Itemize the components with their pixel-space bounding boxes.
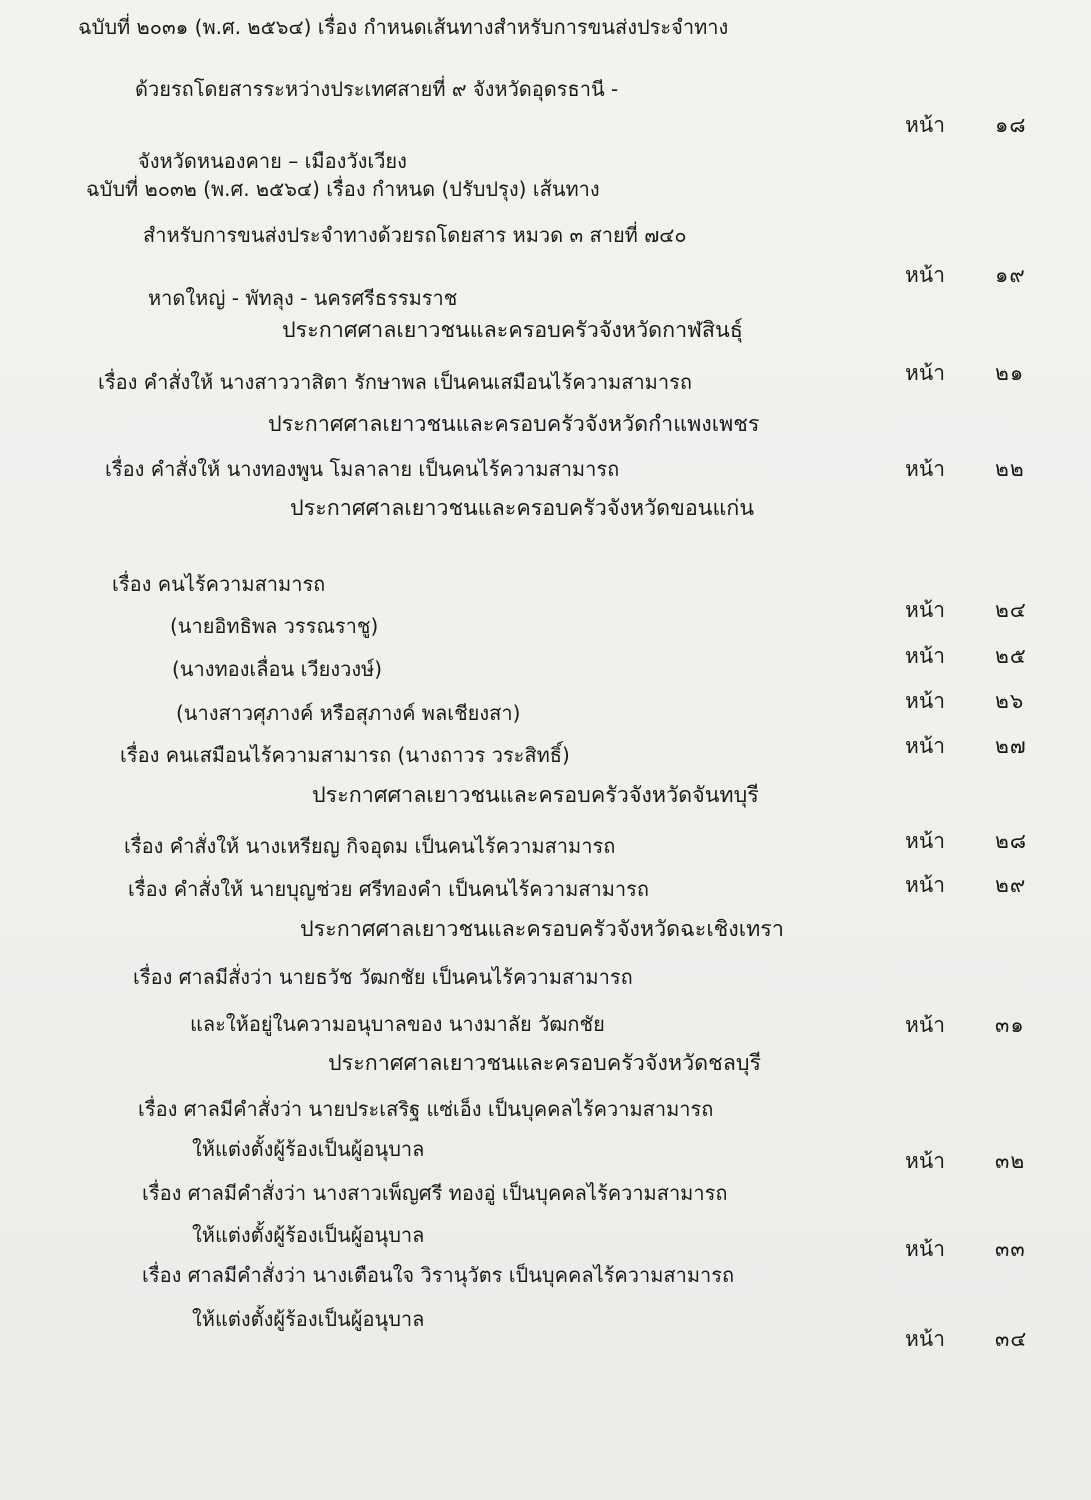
section-heading: ประกาศศาลเยาวชนและครอบครัวจังหวัดฉะเชิงเทรา (300, 917, 784, 942)
page-number: ๒๙ (995, 873, 1027, 897)
toc-entry: เรื่อง ศาลมีคำสั่งว่า นางเตือนใจ วิรานุวัตร เป็นบุคคลไร้ความสามารถ (142, 1263, 735, 1287)
page-number: ๑๙ (995, 263, 1026, 287)
page-number: ๒๖ (995, 689, 1025, 713)
toc-entry-continuation: (นางสาวศุภางค์ หรือสุภางค์ พลเชียงสา) (176, 701, 521, 725)
toc-entry-continuation: จังหวัดหนองคาย – เมืองวังเวียง (138, 149, 407, 173)
toc-entry: เรื่อง คำสั่งให้ นายบุญช่วย ศรีทองคำ เป็นคนไร้ความสามารถ (128, 877, 649, 901)
page-number: ๓๔ (995, 1327, 1028, 1351)
section-heading: ประกาศศาลเยาวชนและครอบครัวจังหวัดจันทบุรี (312, 783, 759, 808)
page-label: หน้า (905, 1149, 945, 1173)
toc-entry-continuation: และให้อยู่ในความอนุบาลของ นางมาลัย วัฒกชัย (190, 1012, 605, 1036)
page-number: ๒๕ (995, 644, 1027, 668)
toc-entry: ฉบับที่ ๒๐๓๑ (พ.ศ. ๒๕๖๔) เรื่อง กำหนดเส้นทางสำหรับการขนส่งประจำทาง (78, 15, 729, 39)
toc-entry: เรื่อง คำสั่งให้ นางสาววาสิตา รักษาพล เป็นคนเสมือนไร้ความสามารถ (98, 370, 692, 394)
section-heading: ประกาศศาลเยาวชนและครอบครัวจังหวัดขอนแก่น (290, 496, 755, 521)
page-label: หน้า (905, 644, 945, 668)
page-number: ๒๒ (995, 457, 1025, 481)
toc-entry-continuation: ด้วยรถโดยสารระหว่างประเทศสายที่ ๙ จังหวัดอุดรธานี - (135, 77, 619, 101)
page-number: ๒๘ (995, 829, 1028, 853)
toc-entry-continuation: สำหรับการขนส่งประจำทางด้วยรถโดยสาร หมวด ๓ สายที่ ๗๔๐ (143, 223, 687, 247)
toc-entry: เรื่อง คำสั่งให้ นางทองพูน โมลาลาย เป็นคนไร้ความสามารถ (105, 457, 620, 481)
page-label: หน้า (905, 873, 945, 897)
page-number: ๒๔ (995, 598, 1027, 622)
page-label: หน้า (905, 598, 945, 622)
page-number: ๑๘ (995, 113, 1027, 137)
page-label: หน้า (905, 1237, 945, 1261)
page-number: ๓๑ (995, 1013, 1025, 1037)
toc-entry-continuation: ให้แต่งตั้งผู้ร้องเป็นผู้อนุบาล (192, 1307, 425, 1331)
toc-entry-continuation: (นางทองเลื่อน เวียงวงษ์) (172, 657, 383, 681)
section-heading: ประกาศศาลเยาวชนและครอบครัวจังหวัดชลบุรี (328, 1051, 762, 1076)
page-label: หน้า (905, 1327, 945, 1351)
page-label: หน้า (905, 361, 945, 385)
toc-entry-continuation: (นายอิทธิพล วรรณราชู) (170, 614, 379, 638)
toc-entry: ฉบับที่ ๒๐๓๒ (พ.ศ. ๒๕๖๔) เรื่อง กำหนด (ปรับปรุง) เส้นทาง (86, 177, 600, 201)
toc-entry-continuation: ให้แต่งตั้งผู้ร้องเป็นผู้อนุบาล (192, 1137, 425, 1161)
page-label: หน้า (905, 734, 945, 758)
page-label: หน้า (905, 263, 945, 287)
toc-entry-continuation: หาดใหญ่ - พัทลุง - นครศรีธรรมราช (148, 286, 458, 310)
toc-entry: เรื่อง ศาลมีสั่งว่า นายธวัช วัฒกชัย เป็นคนไร้ความสามารถ (133, 965, 633, 989)
section-heading: ประกาศศาลเยาวชนและครอบครัวจังหวัดกำแพงเพชร (268, 412, 760, 437)
toc-entry: เรื่อง คนไร้ความสามารถ (112, 572, 326, 596)
section-heading: ประกาศศาลเยาวชนและครอบครัวจังหวัดกาฬสินธุ์ (282, 318, 743, 343)
page-label: หน้า (905, 113, 945, 137)
page-number: ๓๓ (995, 1237, 1026, 1261)
toc-entry: เรื่อง คนเสมือนไร้ความสามารถ (นางถาวร วระสิทธิ์) (120, 743, 570, 767)
page-label: หน้า (905, 689, 945, 713)
toc-entry: เรื่อง ศาลมีคำสั่งว่า นางสาวเพ็ญศรี ทองอู่ เป็นบุคคลไร้ความสามารถ (142, 1181, 728, 1205)
page-label: หน้า (905, 1013, 945, 1037)
page-label: หน้า (905, 829, 945, 853)
toc-entry-continuation: ให้แต่งตั้งผู้ร้องเป็นผู้อนุบาล (192, 1223, 425, 1247)
page-label: หน้า (905, 457, 945, 481)
page-number: ๓๒ (995, 1149, 1026, 1173)
toc-entry: เรื่อง คำสั่งให้ นางเหรียญ กิจอุดม เป็นคนไร้ความสามารถ (124, 834, 616, 858)
page-number: ๒๗ (995, 734, 1027, 758)
page-number: ๒๑ (995, 361, 1025, 385)
toc-entry: เรื่อง ศาลมีคำสั่งว่า นายประเสริฐ แซ่เอ็ง เป็นบุคคลไร้ความสามารถ (138, 1097, 714, 1121)
